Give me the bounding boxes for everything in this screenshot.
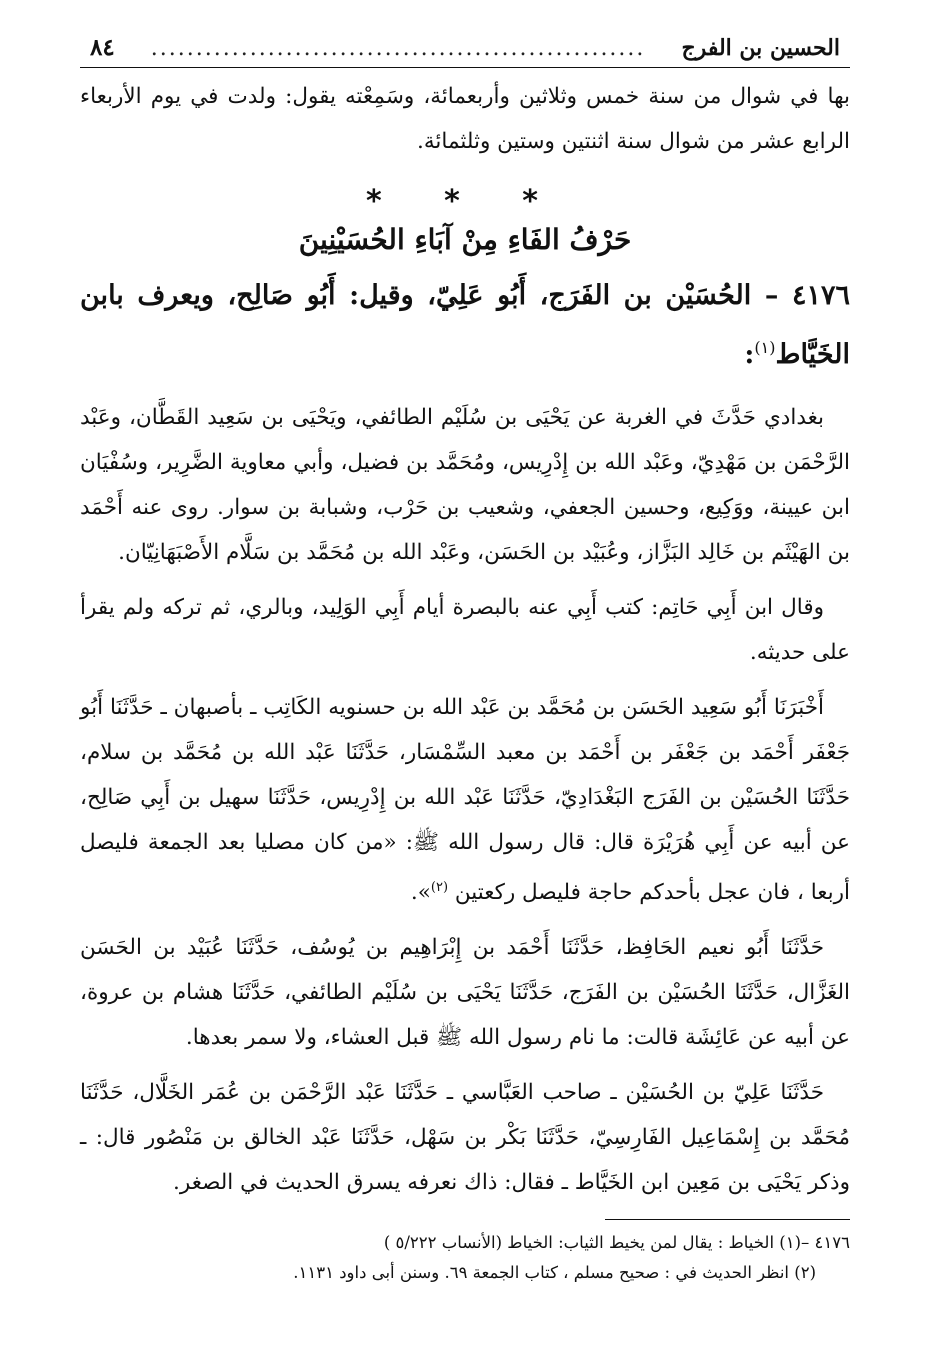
footnote-2: (٢) انظر الحديث في : صحيح مسلم ، كتاب الجمعة ٦٩. وسنن أبى داود ١١٣١. (293, 1263, 816, 1283)
running-title: الحسين بن الفرج (681, 35, 840, 61)
footnote-ref-1: (١) (754, 338, 776, 357)
paragraph-biography: بغدادي حَدَّثَ في الغربة عن يَحْيَى بن سُلَيْم الطائفي، ويَحْيَى بن سَعِيد القَطَّان، وعَبْد الرَّحْمَن بن مَهْدِيّ، وعَبْد الله بن إِدْرِيس، ومُحَمَّد بن فضيل، وأبي معاوية الضَّرِير، وسُفْيَان ابن عيينة، ووَكِيع، وحسين الجعفي، وشعيب بن حَرْب، وشبابة بن سوار. روى عنه أَحْمَد بن الهَيْثَم بن خَالِد البَزَّاز، وعُبَيْد بن الحَسَن، وعَبْد الله بن مُحَمَّد بن سَلَّام الأَصْبَهَانِيّان. (80, 405, 850, 565)
page-header (80, 28, 850, 68)
header-leader-dots: ....................................................... (150, 36, 646, 61)
entry-title-colon: : (744, 339, 755, 370)
paragraph-hadith-2: حَدَّثَنَا أَبُو نعيم الحَافِظ، حَدَّثَنَا أَحْمَد بن إِبْرَاهِيم بن يُوسُف، حَدَّثَنَا عُبَيْد بن الحَسَن الغَزَّال، حَدَّثَنَا الحُسَيْن بن الفَرَج، حَدَّثَنَا يَحْيَى بن سُلَيْم الطائفي، حَدَّثَنَا هشام بن عروة، عن أبيه عن عَائِشَة قالت: ما نام رسول الله ﷺ قبل العشاء، ولا سمر بعدها. (80, 935, 850, 1051)
footnote-divider (605, 1219, 850, 1220)
section-separator: * * * (366, 184, 564, 219)
paragraph-ibn-main: حَدَّثَنَا عَلِيّ بن الحُسَيْن ـ صاحب العَبَّاسي ـ حَدَّثَنَا عَبْد الرَّحْمَن بن عُمَر الخَلَّال، حَدَّثَنَا مُحَمَّد بن إِسْمَاعِيل الفَارِسِيّ، حَدَّثَنَا بَكْر بن سَهْل، حَدَّثَنَا عَبْد الخالق بن مَنْصُور قال: ـ وذكر يَحْيَى بن مَعِين ابن الخَيَّاط ـ فقال: ذاك نعرفه يسرق الحديث في الصغر. (80, 1080, 850, 1196)
paragraph-hadith-1 (80, 685, 850, 915)
hadith-1-close: ». (410, 880, 431, 906)
page-number: ٨٤ (90, 34, 115, 61)
hadith-1-text: أَخْبَرَنَا أَبُو سَعِيد الحَسَن بن مُحَمَّد بن عَبْد الله بن حسنويه الكَاتِب ـ بأصبهان ـ حَدَّثَنَا أَبُو جَعْفَر أَحْمَد بن جَعْفَر بن أَحْمَد بن معبد السِّمْسَار، حَدَّثَنَا عَبْد الله بن مُحَمَّد بن سلام، حَدَّثَنَا الحُسَيْن بن الفَرَج البَغْدَادِيّ، حَدَّثَنَا عَبْد الله بن إِدْرِيس، حَدَّثَنَا سهيل بن أَبِي صَالِح، عن أبيه عن أَبِي هُرَيْرَة قال: قال رسول الله ﷺ: «من كان مصليا بعد الجمعة فليصل أربعا ، فان عجل بأحدكم حاجة فليصل ركعتين (80, 695, 850, 906)
entry-title (80, 270, 850, 381)
section-title: حَرْفُ الفَاءِ مِنْ آبَاءِ الحُسَيْنِينَ (298, 223, 632, 256)
entry-title-text: ٤١٧٦ – الحُسَيْن بن الفَرَج، أَبُو عَلِيّ، وقيل: أَبُو صَالِح، ويعرف بابن الخَيَّاط (80, 280, 850, 370)
footnote-ref-2: (٢) (430, 880, 449, 895)
intro-paragraph: بها في شوال من سنة خمس وثلاثين وأربعمائة، وسَمِعْته يقول: ولدت في يوم الأربعاء الرابع عشر من شوال سنة اثنتين وستين وثلثمائة. (80, 84, 850, 154)
document-page (80, 28, 850, 1328)
paragraph-ibn-abi-hatim: وقال ابن أَبِي حَاتِم: كتب أَبِي عنه بالبصرة أيام أَبِي الوَلِيد، وبالري، ثم تركه ولم يقرأ على حديثه. (80, 595, 850, 665)
footnote-1: ٤١٧٦ –(١) الخياط : يقال لمن يخيط الثياب: الخياط (الأنساب ٥/٢٢٢ ) (383, 1233, 850, 1253)
